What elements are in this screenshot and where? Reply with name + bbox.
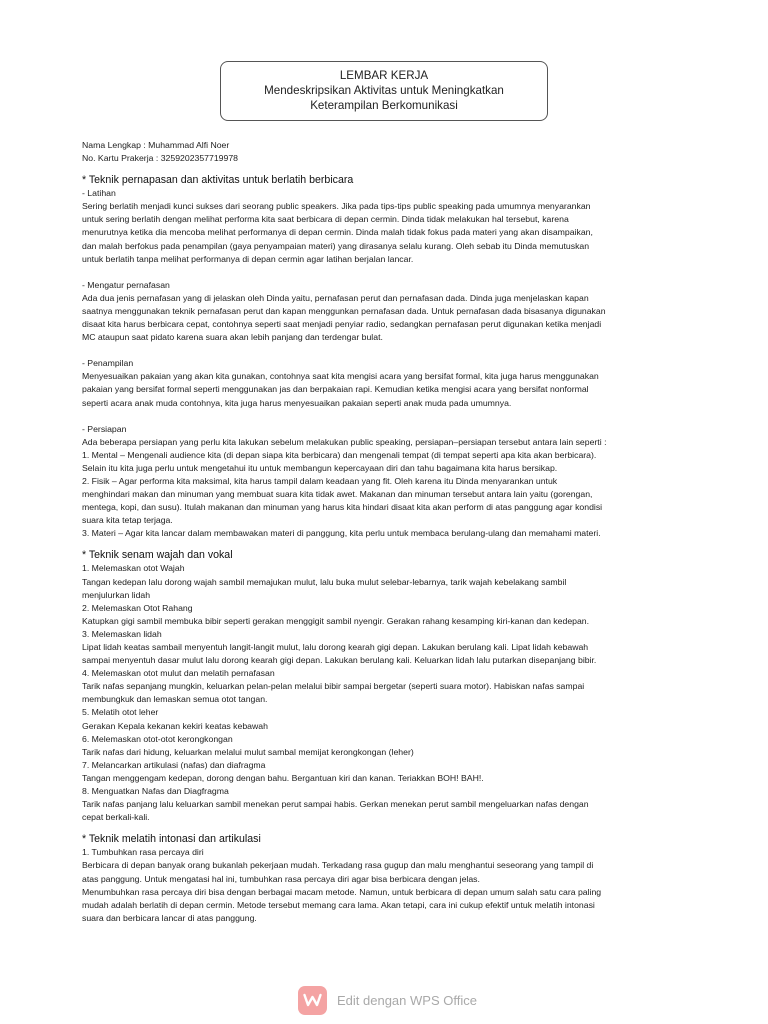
senam-line: 6. Melemaskan otot-otot kerongkongan [82,733,233,744]
senam-line: 8. Menguatkan Nafas dan Diagfragma [82,786,229,797]
latihan-line: menurutnya ketika dia mencoba melihat performanya di depan cermin. Dinda malah tidak fokus pada materi yang akan disampaikan, [82,227,593,238]
penampilan-line: Menyesuaikan pakaian yang akan kita gunakan, contohnya saat kita mengisi acara yang bersifat formal, kita juga harus menggunakan [82,371,599,382]
section2-title: * Teknik senam wajah dan vokal [82,549,233,562]
latihan-line: dan malah berfokus pada penampilan (gaya penyampaian materi) yang dirasanya selalu kurang. Oleh sebab itu Dinda memutuskan [82,240,590,251]
senam-line: 5. Melatih otot leher [82,707,159,718]
persiapan-line: 1. Mental – Mengenali audience kita (di depan siapa kita berbicara) dan mengenali tempat (di tempat seperti apa kita akan berbicara). [82,449,597,460]
senam-line: Tarik nafas dari hidung, keluarkan melalui mulut sambal memijat kerongkongan (leher) [82,746,414,757]
persiapan-line: mentega, kopi, dan susu). Itulah makanan dan minuman yang harus kita hindari disaat kita akan perform di atas panggung agar kondisi [82,502,603,513]
senam-line: Tarik nafas panjang lalu keluarkan sambil menekan perut sampai habis. Gerkan menekan perut sambil mengeluarkan nafas dengan [82,799,589,810]
senam-line: Gerakan Kepala kekanan kekiri keatas kebawah [82,720,268,731]
intonasi-line: atas panggung. Untuk mengatasi hal ini, tumbuhkan rasa percaya diri agar bisa berbicara dengan jelas. [82,873,480,884]
senam-line: 7. Melancarkan artikulasi (nafas) dan diafragma [82,759,266,770]
senam-line: membungkuk dan lemaskan semua otot tangan. [82,694,268,705]
senam-line: Tarik nafas sepanjang mungkin, keluarkan pelan-pelan melalui bibir sampai bergetar (seperti suara motor). Habiskan nafas sampai [82,681,585,692]
latihan-line: untuk berlatih tanpa melihat performanya di depan cermin agar latihan berjalan lancar. [82,253,414,264]
latihan-line: Sering berlatih menjadi kunci sukses dari seorang public speakers. Jika pada tips-tips public speaking pada umumnya menyarankan [82,201,591,212]
pernafasan-line: disaat kita harus berbicara cepat, contohnya seperti saat menjadi penyiar radio, sedangkan pernafasan perut digunakan ketika menjadi [82,319,602,330]
section3-title: * Teknik melatih intonasi dan artikulasi [82,833,261,846]
persiapan-line: 3. Materi – Agar kita lancar dalam membawakan materi di panggung, kita perlu untuk membaca berulang-ulang dan memahami materi. [82,528,601,539]
persiapan-line: Selain itu kita juga perlu untuk mengetahui itu untuk membangun kepercayaan diri dan tahu bagaimana kita harus bersikap. [82,462,558,473]
worksheet-title: LEMBAR KERJA [339,69,429,82]
senam-line: Tangan kedepan lalu dorong wajah sambil memajukan mulut, lalu buka mulut selebar-lebarnya, tarik wajah kebelakang sambil [82,576,567,587]
identity-card-number: No. Kartu Prakerja : 3259202357719978 [82,153,239,164]
senam-line: menjulurkan lidah [82,589,151,600]
persiapan-line: suara kita tetap terjaga. [82,515,173,526]
senam-line: Lipat lidah keatas sambail menyentuh langit-langit mulut, lalu dorong kearah gigi depan. Lakukan berulang kali. Lipat lidah kebawah [82,642,589,652]
intonasi-line: Menumbuhkan rasa percaya diri bisa dengan berbagai macam metode. Namun, untuk berbicara di depan umum salah satu cara paling [82,886,602,897]
pernafasan-line: Ada dua jenis pernafasan yang di jelaskan oleh Dinda yaitu, pernafasan perut dan pernafasan dada. Dinda juga menjelaskan kapan [82,292,589,303]
senam-line: 4. Melemaskan otot mulut dan melatih pernafasan [82,668,275,679]
identity-name: Nama Lengkap : Muhammad Alfi Noer [82,140,230,150]
senam-line: 1. Melemaskan otot Wajah [82,563,185,574]
intonasi-line: 1. Tumbuhkan rasa percaya diri [82,847,204,858]
pernafasan-line: MC ataupun saat pidato karena suara akan lebih panjang dan terdengar bulat. [82,332,383,343]
document-body [82,139,692,925]
pernafasan-line: saatnya menggunakan teknik pernafasan perut dan kapan menggunkan pernafasan dada. Untuk pernafasan dada bisasanya digunakan [82,305,606,316]
senam-line: sampai menyentuh dasar mulut lalu dorong kearah gigi depan. Lakukan berulang kali. Keluarkan lidah lalu putarkan disepanjang bibir. [82,655,597,666]
worksheet-subtitle-line1: Mendeskripsikan Aktivitas untuk Meningkatkan [264,84,504,97]
worksheet-title-box [220,61,548,121]
persiapan-line: 2. Fisik – Agar performa kita maksimal, kita harus tampil dalam keadaan yang fit. Oleh karena itu Dinda menyarankan untuk [82,475,558,486]
senam-line: 2. Melemaskan Otot Rahang [82,602,193,613]
penampilan-line: seperti acara anak muda contohnya, kita juga harus menyesuaikan pakaian seperti anak muda pada umumnya. [82,397,512,408]
persiapan-line: - Persiapan [82,423,127,434]
intonasi-line: Berbicara di depan banyak orang bukanlah pekerjaan mudah. Terkadang rasa gugup dan malu menghantui seseorang yang tampil di [82,860,594,871]
persiapan-line: Ada beberapa persiapan yang perlu kita lakukan sebelum melakukan public speaking, persiapan–persiapan tersebut antara lain seperti : [82,436,607,447]
wps-w-logo-icon [298,986,327,1015]
pernafasan-line: - Mengatur pernafasan [82,279,170,290]
latihan-line: untuk sering berlatih dengan melihat performa kita saat berbicara di depan cermin. Dinda tidak melakukan hal tersebut, karena [82,214,569,225]
wps-watermark-text: Edit dengan WPS Office [337,992,477,1008]
penampilan-line: - Penampilan [82,358,134,369]
senam-line: cepat berkali-kali. [82,812,150,823]
intonasi-line: suara dan berbicara lancar di atas panggung. [82,912,257,923]
intonasi-line: mudah adalah berlatih di depan cermin. Metode tersebut memang cara lama. Akan tetapi, cara ini cukup efektif untuk melatih intonasi [82,899,595,910]
wps-watermark[interactable] [298,985,477,1015]
latihan-line: - Latihan [82,188,116,199]
worksheet-subtitle-line2: Keterampilan Berkomunikasi [310,99,458,112]
penampilan-line: pakaian yang bersifat formal seperti menggunakan jas dan berpakaian rapi. Kemudian ketika mengisi acara yang bersifat nonformal [82,384,589,395]
senam-line: Tangan menggengam kedepan, dorong dengan bahu. Bergantuan kiri dan kanan. Teriakkan BOH! BAH!. [82,772,484,783]
senam-line: Katupkan gigi sambil membuka bibir seperti gerakan menggigit sambil nyengir. Gerakan rahang kesamping kiri-kanan dan kedepan. [82,615,590,626]
senam-line: 3. Melemaskan lidah [82,628,162,639]
section1-title: * Teknik pernapasan dan aktivitas untuk berlatih berbicara [82,174,354,187]
persiapan-line: menghindari makan dan minuman yang membuat suara kita tidak awet. Makanan dan minuman tersebut antara lain yaitu (gorengan, [82,489,593,500]
